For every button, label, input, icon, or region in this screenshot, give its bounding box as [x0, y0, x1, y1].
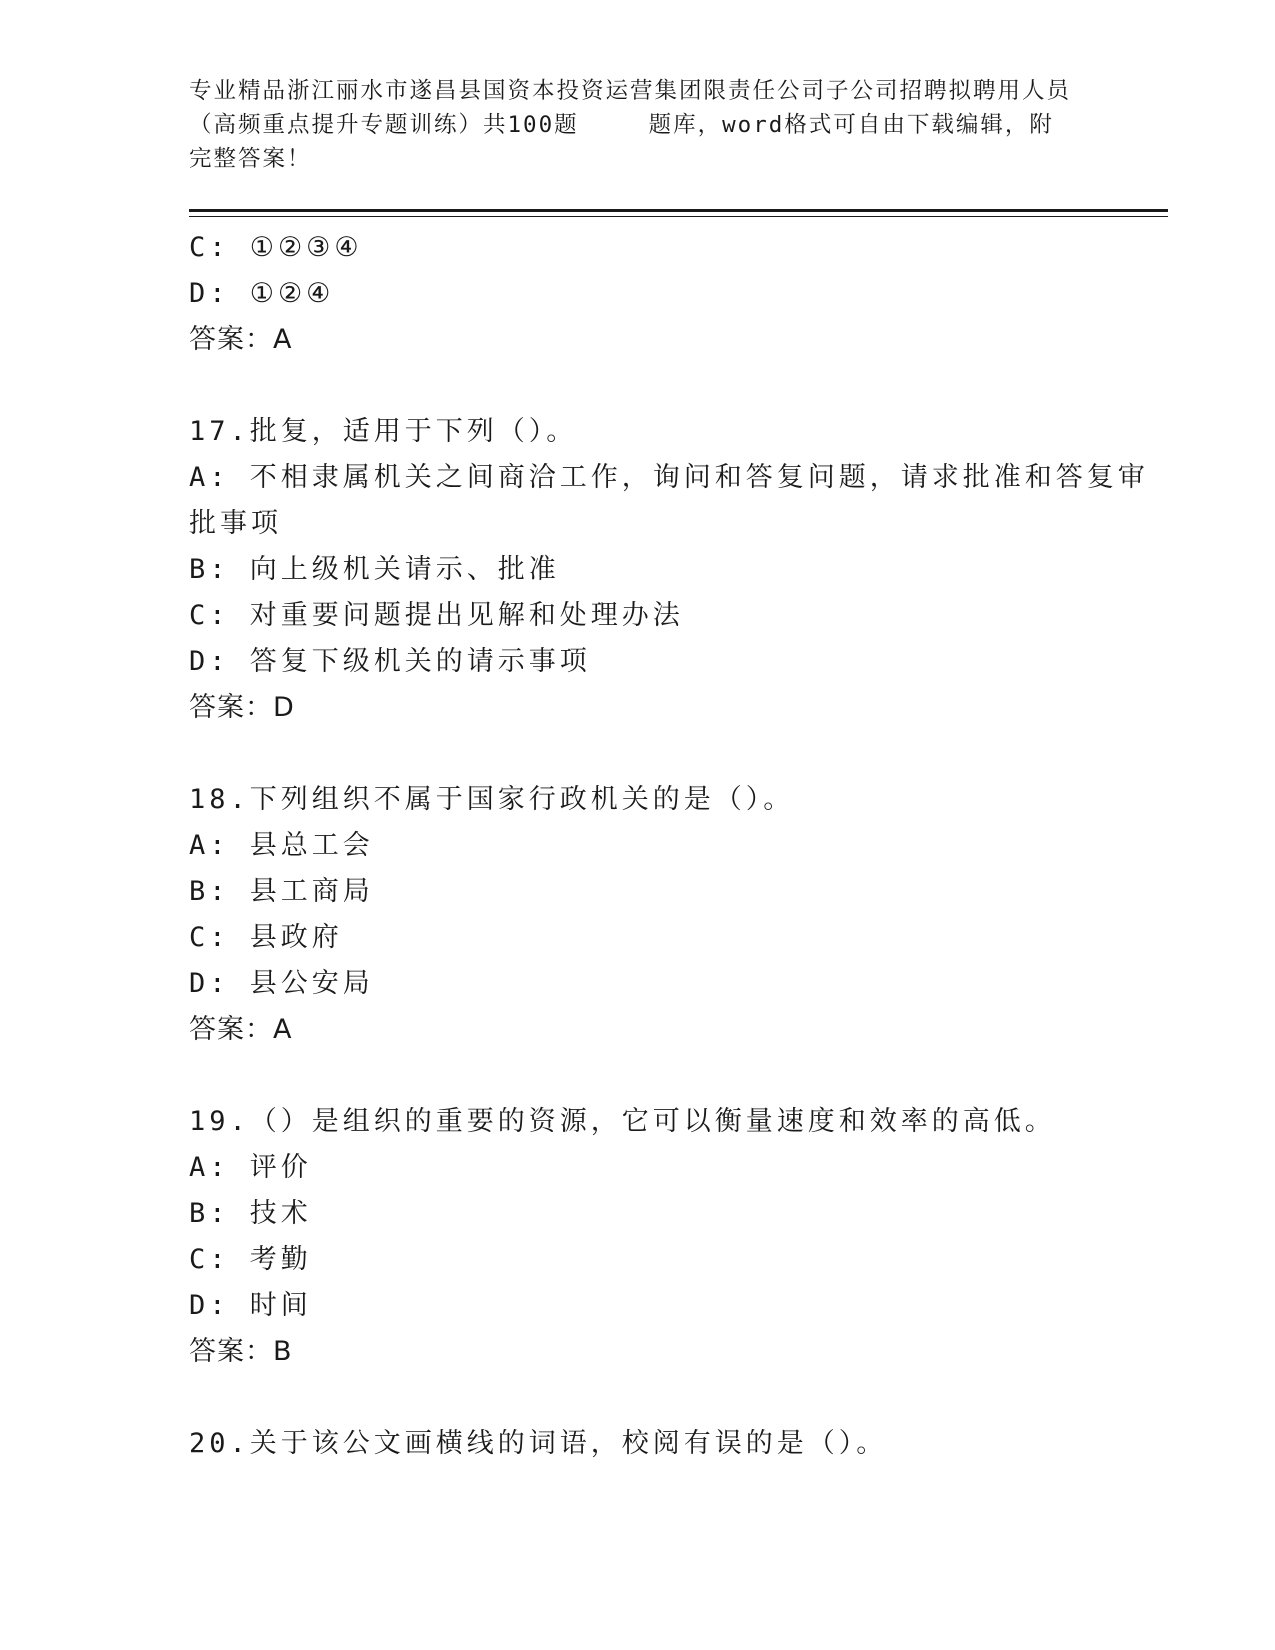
header-line-2b: 题库，word格式可自由下载编辑，附: [648, 112, 1054, 138]
option-c: C: 考勤: [189, 1244, 312, 1275]
option-c: C: 对重要问题提出见解和处理办法: [189, 600, 684, 631]
question-spacer: [189, 1053, 1089, 1099]
option-c: C: ①②③④: [189, 232, 363, 263]
option-b: B: 向上级机关请示、批准: [189, 554, 560, 585]
answer-line: 答案：D: [189, 692, 295, 723]
answer-line: 答案：A: [189, 324, 293, 355]
option-c: C: 县政府: [189, 922, 343, 953]
option-d: D: ①②④: [189, 278, 335, 309]
header-divider-thin: [189, 216, 1168, 217]
option-d: D: 县公安局: [189, 968, 374, 999]
question-17: [189, 409, 1149, 731]
question-19: [189, 1099, 1089, 1375]
option-b: B: 县工商局: [189, 876, 374, 907]
question-stem: 17.批复，适用于下列（）。: [189, 416, 578, 447]
header-line-2: [189, 108, 1099, 142]
question-stem: 20.关于该公文画横线的词语，校阅有误的是（）。: [189, 1428, 888, 1459]
option-a: A: 县总工会: [189, 830, 374, 861]
question-20: [189, 1421, 1089, 1467]
option-a: A: 不相隶属机关之间商洽工作，询问和答复问题，请求批准和答复审: [189, 462, 1149, 493]
question-stem: 18.下列组织不属于国家行政机关的是（）。: [189, 784, 795, 815]
answer-line: 答案：A: [189, 1014, 293, 1045]
question-18: [189, 777, 1089, 1053]
option-d: D: 时间: [189, 1290, 312, 1321]
option-a-continued: 批事项: [189, 508, 282, 539]
answer-line: 答案：B: [189, 1336, 293, 1367]
header-divider-thick: [189, 209, 1168, 212]
header-line-1: 专业精品浙江丽水市遂昌县国资本投资运营集团限责任公司子公司招聘拟聘用人员: [189, 78, 1072, 104]
option-d: D: 答复下级机关的请示事项: [189, 646, 591, 677]
option-a: A: 评价: [189, 1152, 312, 1183]
question-16-tail: [189, 225, 1089, 363]
option-b: B: 技术: [189, 1198, 312, 1229]
question-spacer: [189, 731, 1089, 777]
header-line-3: 完整答案！: [189, 146, 312, 172]
document-header: [189, 74, 1099, 176]
question-list: [189, 225, 1149, 1467]
question-spacer: [189, 363, 1089, 409]
question-stem: 19.（）是组织的重要的资源，它可以衡量速度和效率的高低。: [189, 1106, 1056, 1137]
header-line-2a: （高频重点提升专题训练）共100题: [189, 112, 579, 138]
question-spacer: [189, 1375, 1089, 1421]
